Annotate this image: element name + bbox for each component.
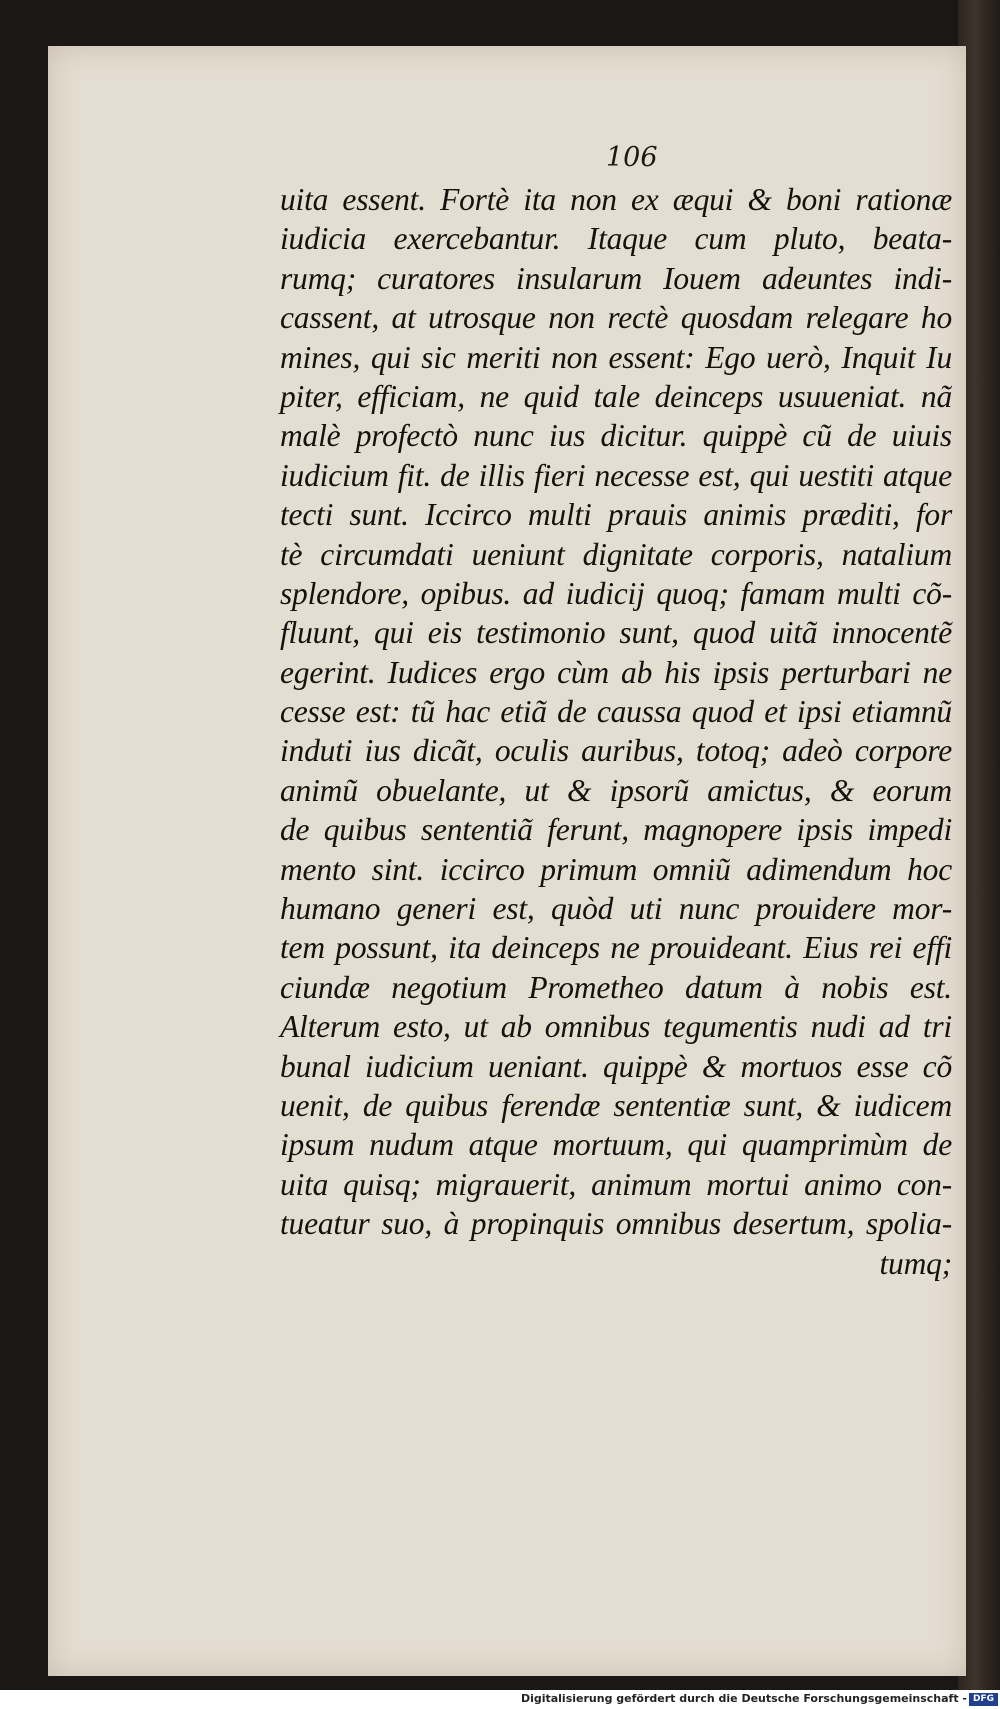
- text-line: iudicia exercebantur. Itaque cum pluto, beata-: [280, 221, 952, 257]
- text-line: uenit, de quibus ferendæ sententiæ sunt, & iudicem: [280, 1087, 952, 1123]
- text-line: malè profectò nunc ius dicitur. quippè cũ de uiuis: [280, 418, 952, 454]
- page-number: 106: [606, 142, 658, 173]
- page-text: [280, 180, 952, 1283]
- text-line: fluunt, qui eis testimonio sunt, quod uitã innocentẽ: [280, 615, 952, 651]
- text-line: splendore, opibus. ad iudicij quoq; famam multi cõ-: [280, 575, 952, 611]
- text-line: tem possunt, ita deinceps ne prouideant. Eius rei effi: [280, 930, 952, 966]
- text-line: cesse est: tũ hac etiã de caussa quod et ipsi etiamnũ: [280, 694, 952, 730]
- text-line: induti ius dicãt, oculis auribus, totoq; adeò corpore: [280, 733, 952, 769]
- text-line: mento sint. iccirco primum omniũ adimendum hoc: [280, 851, 952, 887]
- text-line: iudicium fit. de illis fieri necesse est, qui uestiti atque: [280, 457, 952, 493]
- text-line: tueatur suo, à propinquis omnibus desertum, spolia-: [280, 1206, 952, 1242]
- text-line: mines, qui sic meriti non essent: Ego uerò, Inquit Iu: [280, 339, 952, 375]
- text-line: animũ obuelante, ut & ipsorũ amictus, & eorum: [280, 772, 952, 808]
- text-line: tè circumdati ueniunt dignitate corporis, natalium: [280, 536, 952, 572]
- text-line: de quibus sententiã ferunt, magnopere ipsis impedi: [280, 812, 952, 848]
- text-line: ciundæ negotium Prometheo datum à nobis est.: [280, 969, 952, 1005]
- text-line: rumq; curatores insularum Iouem adeuntes indi-: [280, 260, 952, 296]
- text-line: uita essent. Fortè ita non ex æqui & boni rationæ: [280, 182, 952, 217]
- text-line: Alterum esto, ut ab omnibus tegumentis nudi ad tri: [280, 1009, 952, 1045]
- text-line: piter, efficiam, ne quid tale deinceps usuueniat. nã: [280, 378, 952, 414]
- funding-credit: Digitalisierung gefördert durch die Deutsche Forschungsgemeinschaft -: [520, 1692, 967, 1705]
- text-line: cassent, at utrosque non rectè quosdam relegare ho: [280, 300, 952, 336]
- text-line: humano generi est, quòd uti nunc prouidere mor-: [280, 891, 952, 927]
- text-line: tecti sunt. Iccirco multi prauis animis præditi, for: [280, 497, 952, 533]
- catchword: tumq;: [879, 1245, 952, 1281]
- text-line: bunal iudicium ueniant. quippè & mortuos esse cõ: [280, 1048, 952, 1084]
- text-line: uita quisq; migrauerit, animum mortui animo con-: [280, 1166, 952, 1202]
- text-line: ipsum nudum atque mortuum, qui quamprimùm de: [280, 1127, 952, 1163]
- dfg-logo: DFG: [969, 1693, 998, 1706]
- text-line: egerint. Iudices ergo cùm ab his ipsis perturbari ne: [280, 654, 952, 690]
